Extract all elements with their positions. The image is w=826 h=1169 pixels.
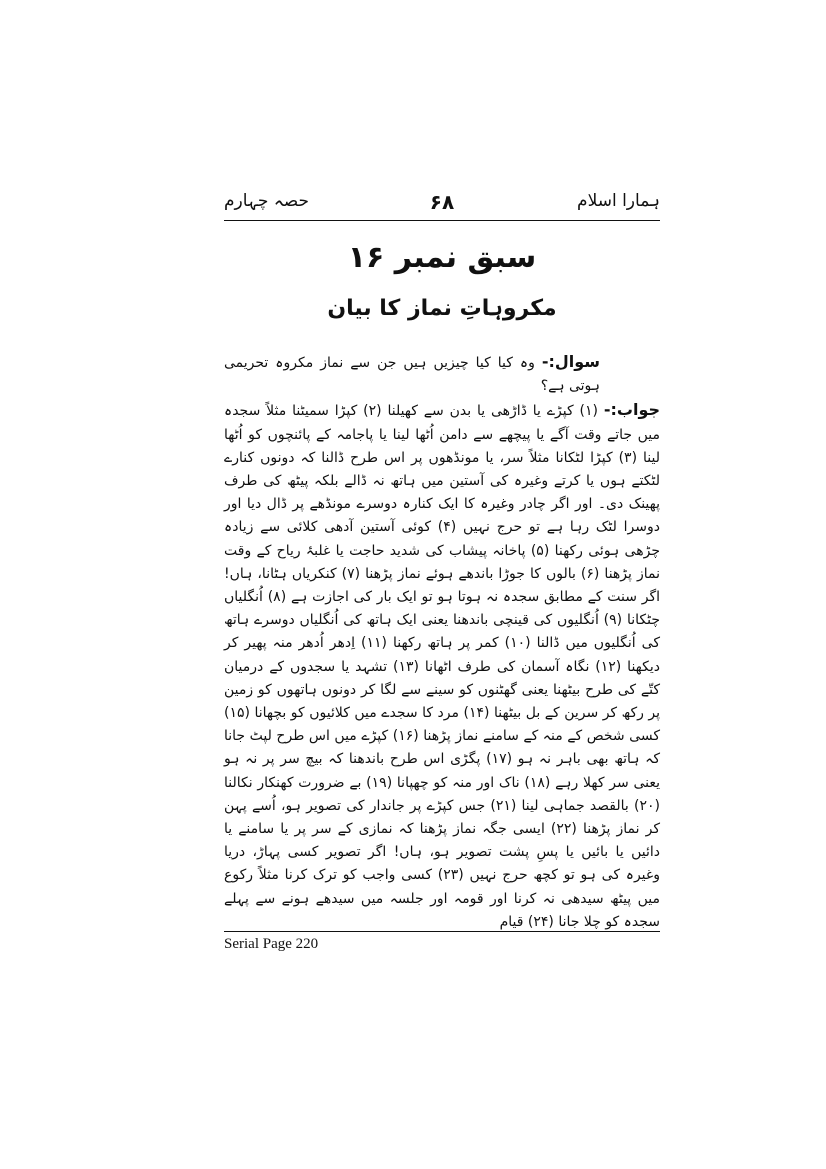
- page-header: [224, 190, 660, 220]
- header-rule: [224, 220, 660, 221]
- footer-rule: [224, 931, 660, 932]
- answer-text: (۱) کپڑے یا ڈاڑھی یا بدن سے کھیلنا (۲) کپڑا سمیٹنا مثلاً سجدہ میں جاتے وقت آگے یا پیچھے سے دامن اُٹھا لینا یا پاجامہ کے پائنچوں کو اُٹھا لینا (۳) کپڑا لٹکانا مثلاً سر، یا مونڈھوں پر اس طرح ڈالنا کہ دونوں کنارے لٹکتے ہوں یا کرتے وغیرہ کی آستین میں ہاتھ نہ ڈالے بلکہ پیٹھ کی طرف پھینک دی۔ اور اگر چادر وغیرہ کا ایک کنارہ دوسرے مونڈھے پر ڈال دیا اور دوسرا لٹک رہا ہے تو حرج نہیں (۴) کوئی آستین آدھی کلائی سے زیادہ چڑھی ہوئی رکھنا (۵) پاخانہ پیشاب کی شدید حاجت یا غلبۂ ریاح کے وقت نماز پڑھنا (۶) بالوں کا جوڑا باندھے ہوئے نماز پڑھنا (۷) کنکریاں ہٹانا، ہاں! اگر سنت کے مطابق سجدہ نہ ہوتا ہو تو ایک بار کی اجازت ہے (۸) اُنگلیاں چٹکانا (۹) اُنگلیوں کی قینچی باندھنا یعنی ایک ہاتھ کی اُنگلیاں دوسرے ہاتھ کی اُنگلیوں میں ڈالنا (۱۰) کمر پر ہاتھ رکھنا (۱۱) اِدھر اُدھر منہ پھیر کر دیکھنا (۱۲) نگاہ آسمان کی طرف اٹھانا (۱۳) تشہد یا سجدوں کے درمیان کتّے کی طرح بیٹھنا یعنی گھٹنوں کو سینے سے لگا کر دونوں ہاتھوں کو زمین پر رکھ کر سرین کے بل بیٹھنا (۱۴) مرد کا سجدے میں کلائیوں کو بچھانا (۱۵) کسی شخص کے منہ کے سامنے نماز پڑھنا (۱۶) کپڑے میں اس طرح لپٹ جانا کہ ہاتھ بھی باہر نہ ہو (۱۷) پگڑی اس طرح باندھنا کہ بیچ سر پر نہ ہو یعنی سر کھلا رہے (۱۸) ناک اور منہ کو چھپانا (۱۹) بے ضرورت کھنکار نکالنا (۲۰) بالقصد جماہی لینا (۲۱) جس کپڑے پر جاندار کی تصویر ہو، اُسے پہن کر نماز پڑھنا (۲۲) ایسی جگہ نماز پڑھنا کہ نمازی کے سر پر یا سامنے یا دائیں یا بائیں یا پسِ پشت تصویر ہو، ہاں! اگر تصویر کسی پہاڑ، دریا وغیرہ کی ہو تو کچھ حرج نہیں (۲۳) کسی واجب کو ترک کرنا مثلاً رکوع میں پیٹھ سیدھی نہ کرنا اور قومہ اور جلسہ میں سیدھے ہونے سے پہلے سجدہ کو چلا جانا (۲۴) قیام: [224, 403, 661, 930]
- page-number: ۶۸: [429, 190, 455, 214]
- lesson-subtitle: مکروہاتِ نماز کا بیان: [327, 296, 557, 321]
- book-title: ہمارا اسلام: [577, 191, 660, 211]
- question-label: سوال:-: [541, 352, 600, 371]
- question-text: وہ کیا کیا چیزیں ہیں جن سے نماز مکروہ تحریمی ہوتی ہے؟: [224, 355, 600, 395]
- answer: [224, 398, 660, 934]
- lesson-title: سبق نمبر ۱۶: [347, 240, 537, 275]
- lesson-body: [224, 350, 660, 934]
- part-label: حصہ چہارم: [224, 191, 309, 211]
- serial-page: Serial Page 220: [224, 936, 319, 952]
- question: [224, 350, 660, 398]
- answer-label: جواب:-: [603, 400, 661, 420]
